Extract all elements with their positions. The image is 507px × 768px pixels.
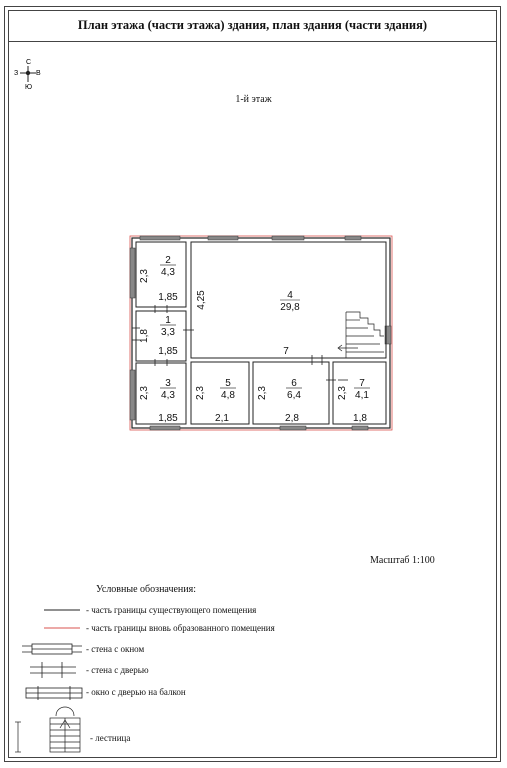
legend-wall-window: - стена с окном [86, 644, 145, 654]
dim-room-6-width: 2,8 [285, 413, 299, 424]
room-7-area: 4,1 [355, 390, 369, 401]
legend-stairs-symbol [15, 707, 80, 752]
compass-w: З [14, 70, 19, 77]
legend-new-boundary: - часть границы вновь образованного помещения [86, 623, 275, 633]
dim-room-1-height: 1,8 [139, 329, 150, 343]
room-2-area: 4,3 [161, 267, 175, 278]
window-top-2 [208, 236, 238, 240]
room-4-number: 4 [287, 290, 293, 301]
legend-balcony-door-symbol [26, 686, 82, 700]
window-bottom-2 [280, 426, 306, 430]
dim-room-7-width: 1,8 [353, 413, 367, 424]
window-top-1 [140, 236, 180, 240]
room-3-number: 3 [165, 378, 171, 389]
room-5-number: 5 [225, 378, 231, 389]
legend-balcony-door: - окно с дверью на балкон [86, 687, 186, 697]
room-7-number: 7 [359, 378, 365, 389]
page-title: План этажа (части этажа) здания, план здания (части здания) [8, 10, 497, 42]
window-top-4 [345, 236, 361, 240]
window-bottom-3 [352, 426, 368, 430]
dim-room-6-height: 2,3 [257, 386, 268, 400]
dim-room-5-width: 2,1 [215, 413, 229, 424]
compass-s: Ю [25, 84, 33, 90]
room-2-number: 2 [165, 255, 171, 266]
scale-label: Масштаб 1:100 [370, 555, 435, 566]
window-bottom-1 [150, 426, 180, 430]
legend-wall-door: - стена с дверью [86, 665, 149, 675]
dim-room-1-width: 1,85 [158, 346, 178, 357]
legend-title: Условные обозначения: [96, 584, 197, 595]
room-4-area: 29,8 [280, 302, 300, 313]
window-top-3 [272, 236, 304, 240]
dim-room-4-width: 7 [283, 346, 289, 357]
dim-room-5-height: 2,3 [195, 386, 206, 400]
legend-stairs: - лестница [90, 733, 131, 743]
floor-label: 1-й этаж [235, 94, 272, 105]
compass-e: В [36, 70, 41, 77]
dim-room-4-height: 4,25 [196, 290, 207, 310]
dim-room-2-width: 1,85 [158, 292, 178, 303]
window-left-1 [130, 248, 135, 298]
room-6-area: 6,4 [287, 390, 301, 401]
room-1-number: 1 [165, 315, 171, 326]
legend-existing-boundary: - часть границы существующего помещения [86, 605, 257, 615]
dim-room-3-height: 2,3 [139, 386, 150, 400]
window-left-2 [130, 370, 135, 420]
dim-room-2-height: 2,3 [139, 269, 150, 283]
room-1-area: 3,3 [161, 327, 175, 338]
compass-n: С [26, 59, 32, 66]
legend-wall-door-symbol [30, 662, 76, 678]
room-3-area: 4,3 [161, 390, 175, 401]
room-5-area: 4,8 [221, 390, 235, 401]
staircase [338, 312, 384, 358]
dim-room-3-width: 1,85 [158, 413, 178, 424]
dim-room-7-height: 2,3 [337, 386, 348, 400]
legend-wall-window-symbol [22, 644, 82, 654]
room-6-number: 6 [291, 378, 297, 389]
